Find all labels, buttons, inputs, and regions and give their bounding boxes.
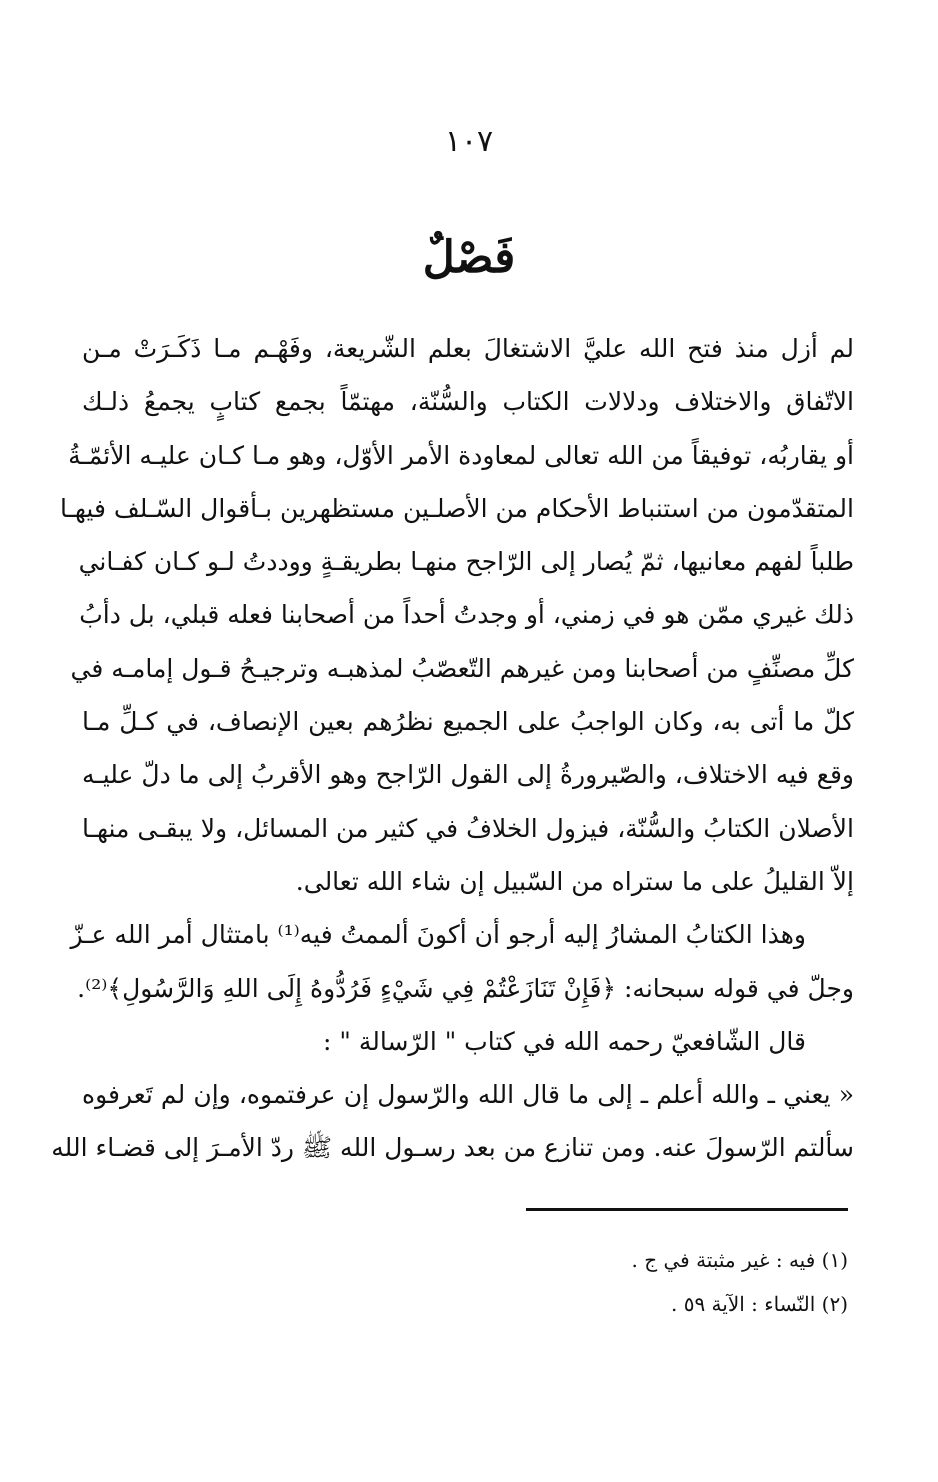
body-line: إلاّ القليلُ على ما ستراه من السّبيل إن شاء الله تعالى. (295, 866, 854, 896)
body-line: طلباً لفهم معانيها، ثمّ يُصار إلى الرّاجح منهـا بطريقـةٍ ووددتُ لـو كـان كفـاني (78, 547, 854, 577)
body-line: المتقدّمون من استنباط الأحكام من الأصلـين مستظهرين بـأقوال السّـلف فيهـا (59, 493, 854, 523)
body-line: الاتّفاق والاختلاف ودلالات الكتاب والسُّنّة، مهتمّاً بجمع كتابٍ يجمعُ ذلـك (82, 387, 854, 417)
page-number: ١٠٧ (444, 124, 494, 159)
footnote: (٢) النّساء : الآية ٥٩ . (670, 1292, 848, 1316)
body-line: سألتم الرّسولَ عنه. ومن تنازع من بعد رسـول الله ﷺ ردّ الأمـرَ إلى قضـاء الله (51, 1133, 854, 1163)
body-line: أو يقاربُه، توفيقاً من الله تعالى لمعاودة الأمر الأوّل، وهو مـا كـان عليـه الأئمّـةُ (68, 440, 854, 470)
body-line: وقع فيه الاختلاف، والصّيرورةُ إلى القول الرّاجح وهو الأقربُ إلى ما دلّ عليـه (82, 760, 854, 790)
body-line: الأصلان الكتابُ والسُّنّة، فيزول الخلافُ في كثير من المسائل، ولا يبقـى منهـا (82, 813, 854, 843)
footnotes (148, 1238, 848, 1326)
footnote-divider (526, 1208, 848, 1211)
body-line: وهذا الكتابُ المشارُ إليه أرجو أن أكونَ ألممتُ فيه⁽¹⁾ بامتثال أمر الله عـزّ (70, 920, 806, 950)
body-line: كلِّ مصنِّفٍ من أصحابنا ومن غيرهم التّعصّبُ لمذهبـه وترجيـحُ قـول إمامـه في (70, 653, 854, 683)
body-line: كلّ ما أتى به، وكان الواجبُ على الجميع نظرُهم بعين الإنصاف، في كـلِّ مـا (82, 707, 854, 737)
body-line: قال الشّافعيّ رحمه الله في كتاب " الرّسالة " : (323, 1026, 806, 1056)
footnote: (١) فيه : غير مثبتة في ج . (631, 1248, 848, 1272)
section-heading: فَصْلٌ (422, 232, 516, 283)
body-line: ذلك غيري ممّن هو في زمني، أو وجدتُ أحداً من أصحابنا فعله قبلي، بل دأبُ (79, 600, 854, 630)
body-line: لم أزل منذ فتح الله عليَّ الاشتغالَ بعلم الشّريعة، وفَهْـم مـا ذَكَـرَتْ مـن (82, 334, 854, 363)
body-text (51, 322, 854, 1175)
body-line: وجلّ في قوله سبحانه: ﴿فَإِنْ تَنَازَعْتُمْ فِي شَيْءٍ فَرُدُّوهُ إِلَى اللهِ وَالرَّسُولِ﴾⁽²⁾. (77, 973, 854, 1003)
body-line: « يعني ـ والله أعلم ـ إلى ما قال الله والرّسول إن عرفتموه، وإن لم تَعرفوه (82, 1080, 854, 1110)
